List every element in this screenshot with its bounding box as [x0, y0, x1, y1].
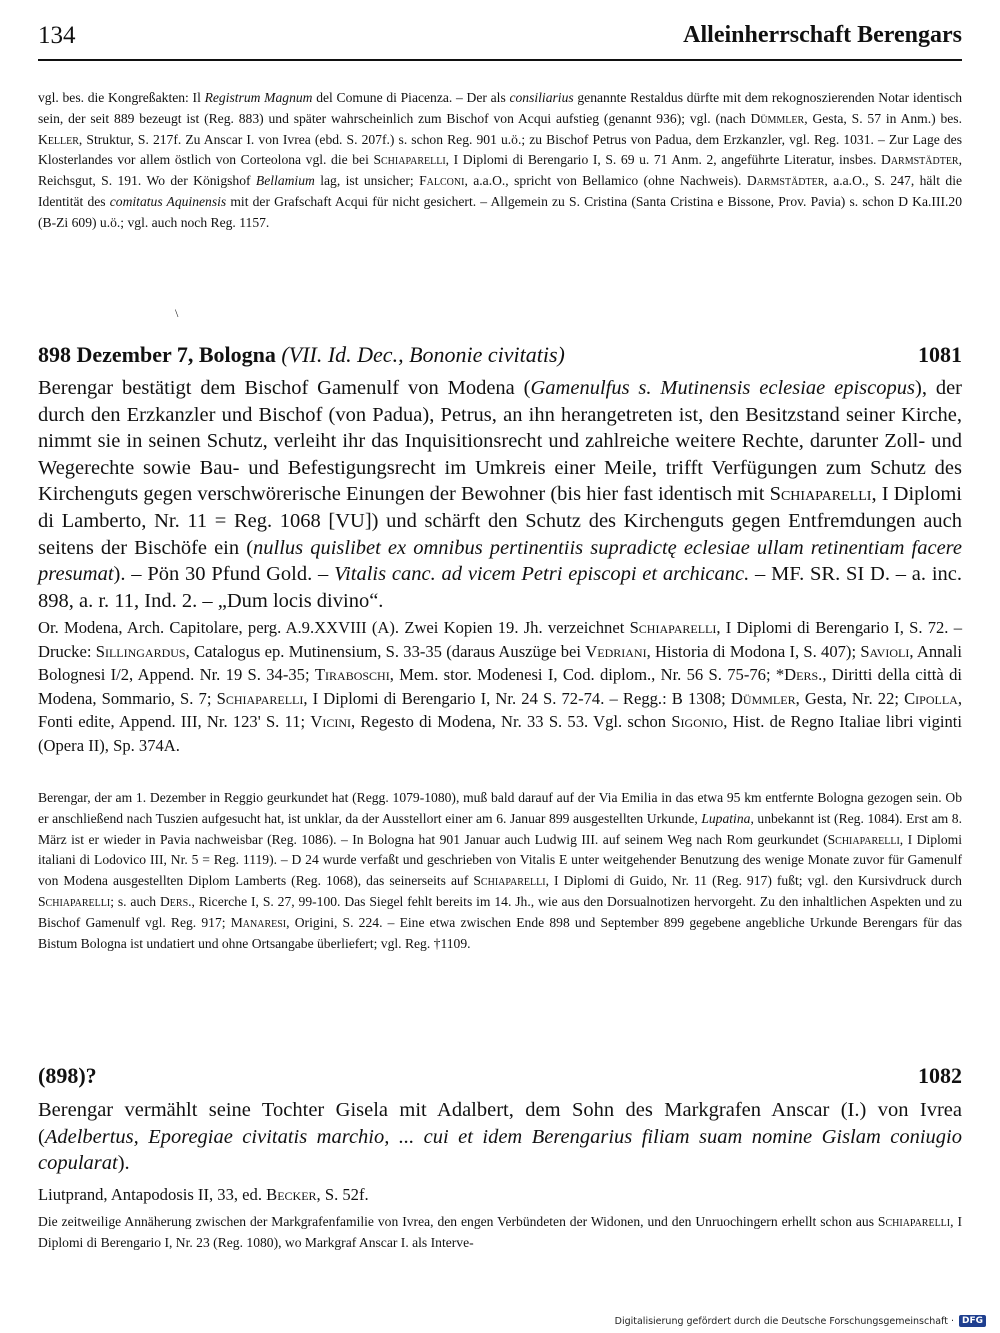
tick-mark: \ [175, 306, 179, 320]
regest-1082-sources [38, 1183, 962, 1207]
running-title: Alleinherrschaft Berengars [683, 22, 962, 48]
regest-1081-text [38, 375, 962, 614]
dfg-logo: DFG [959, 1315, 986, 1327]
regest-1081-date: 898 Dezember 7, Bologna (VII. Id. Dec., Bononie civitatis) [38, 342, 565, 367]
regest-1082-heading [38, 1063, 962, 1093]
digitization-footer [615, 1315, 986, 1327]
header-rule [38, 59, 962, 61]
running-header [38, 22, 962, 62]
regest-1082-date: (898)? [38, 1063, 97, 1088]
regest-1082-commentary [38, 1212, 962, 1254]
regest-1081-summary: Berengar bestätigt dem Bischof Gamenulf von Modena (Gamenulfus s. Mutinensis eclesiae episcopus), der durch den Erzkanzler und Bischof (von Padua), Petrus, an ihn herangetreten ist, den Besitzstand seiner Kirche, nimmt sie in seinen Schutz, verleiht ihr das Inquisitionsrecht und zahlreiche weitere Rechte, darunter Zoll- und Wegerechte sowie Bau- und Befestigungsrecht im Umkreis einer Meile, trifft Verfügungen zum Schutz des Kirchenguts gegen verschwörerische Einungen der Bewohner (bis hier fast identisch mit Schiaparelli, I Diplomi di Lamberto, Nr. 11 = Reg. 1068 [VU]) und schärft den Schutz des Kirchenguts gegen Entfremdungen auch seitens der Bischöfe ein (nullus quislibet ex omnibus pertinentiis supradictę eclesiae ullam retinentiam facere presumat). – Pön 30 Pfund Gold. – Vitalis canc. ad vicem Petri episcopi et archicanc. – MF. SR. SI D. – a. inc. 898, a. r. 11, Ind. 2. – „Dum locis divino“. [38, 377, 962, 612]
footer-text: Digitalisierung gefördert durch die Deutsche Forschungsgemeinschaft · [614, 1315, 954, 1327]
top-note [38, 88, 962, 234]
regest-1081-sources-text: Or. Modena, Arch. Capitolare, perg. A.9.XXVIII (A). Zwei Kopien 19. Jh. verzeichnet Schiaparelli, I Diplomi di Berengario I, S. 72. – Drucke: Sillingardus, Catalogus ep. Mutinensium, S. 33-35 (daraus Auszüge bei Vedriani, Historia di Modona I, S. 407); Savioli, Annali Bolognesi I/2, Append. Nr. 19 S. 34-35; Tiraboschi, Mem. stor. Modenesi I, Cod. diplom., Nr. 56 S. 75-76; *Ders., Diritti della città di Modena, Sommario, S. 7; Schiaparelli, I Diplomi di Berengario I, Nr. 24 S. 72-74. – Regg.: B 1308; Dümmler, Gesta, Nr. 22; Cipolla, Fonti edite, Append. III, Nr. 123' S. 11; Vicini, Regesto di Modena, Nr. 33 S. 53. Vgl. schon Sigonio, Hist. de Regno Italiae libri viginti (Opera II), Sp. 374A. [38, 618, 963, 755]
regest-1081-number: 1081 [918, 342, 962, 367]
top-note-text: vgl. bes. die Kongreßakten: Il Registrum Magnum del Comune di Piacenza. – Der als consiliarius genannte Restaldus dürfte mit dem rekognoszierenden Notar identisch sein, der seit 889 bezeugt ist (Reg. 883) und später wahrscheinlich zum Bischof von Acqui aufstieg (genannt 936); vgl. (nach Dümmler, Gesta, S. 57 in Anm.) bes. Keller, Struktur, S. 217f. Zu Anscar I. von Ivrea (ebd. S. 207f.) s. schon Reg. 901 u.ö.; zu Bischof Petrus von Padua, dem Erzkanzler, vgl. Reg. 1031. – Zur Lage des Klosterlandes vor allem östlich von Corteolona vgl. die bei Schiaparelli, I Diplomi di Berengario I, S. 69 u. 71 Anm. 2, angeführte Literatur, insbes. Darmstädter, Reichsgut, S. 191. Wo der Königshof Bellamium lag, ist unsicher; Falconi, a.a.O., spricht von Bellamico (ohne Nachweis). Darmstädter, a.a.O., S. 247, hält die Identität des comitatus Aquinensis mit der Grafschaft Acqui für nicht gesichert. – Allgemein zu S. Cristina (Santa Cristina e Bissone, Prov. Pavia) s. schon D Ka.III.20 (B-Zi 609) u.ö.; vgl. auch noch Reg. 1157. [38, 90, 963, 230]
regest-1082-number: 1082 [918, 1063, 962, 1088]
page-number: 134 [38, 22, 76, 49]
regest-1082-commentary-text: Die zeitweilige Annäherung zwischen der Markgrafenfamilie von Ivrea, den engen Verbündeten der Widonen, und den Unruochingern erhellt schon aus Schiaparelli, I Diplomi di Berengario I, Nr. 23 (Reg. 1080), wo Markgraf Anscar I. als Interve- [38, 1214, 962, 1250]
regest-1081-commentary [38, 788, 962, 954]
regest-1082-summary: Berengar vermählt seine Tochter Gisela mit Adalbert, dem Sohn des Markgrafen Anscar (I.) von Ivrea (Adelbertus, Eporegiae civitatis marchio, ... cui et idem Berengarius filiam suam nomine Gislam coniugio copularat). [38, 1099, 962, 1175]
regest-1081-heading [38, 342, 962, 372]
regest-1081-sources [38, 616, 962, 758]
regest-1082-sources-text: Liutprand, Antapodosis II, 33, ed. Becker, S. 52f. [38, 1185, 369, 1204]
regest-1082-text [38, 1097, 962, 1177]
regest-1081-commentary-text: Berengar, der am 1. Dezember in Reggio geurkundet hat (Regg. 1079-1080), muß bald darauf auf der Via Emilia in das etwa 95 km entfernte Bologna gezogen sein. Ob er anschließend nach Tuszien aufgesucht hat, ist unklar, da der Ausstellort einer am 6. Januar 899 ausgestellten Urkunde, Lupatina, unbekannt ist (Reg. 1084). Erst am 8. März ist er wieder in Pavia nachweisbar (Reg. 1086). – In Bologna hat 901 Januar auch Ludwig III. auf seinem Weg nach Rom geurkundet (Schiaparelli, I Diplomi italiani di Lodovico III, Nr. 5 = Reg. 1119). – D 24 wurde verfaßt und geschrieben von Vitalis E unter weitgehender Benutzung des wenige Monate zuvor für Gamenulf von Modena ausgestellten Diplom Lamberts (Reg. 1068), das seinerseits auf Schiaparelli, I Diplomi di Guido, Nr. 11 (Reg. 917) fußt; vgl. den Kursivdruck durch Schiaparelli; s. auch Ders., Ricerche I, S. 27, 99-100. Das Siegel fehlt bereits im 14. Jh., wie aus den Dorsualnotizen hervorgeht. Zu den inhaltlichen Aspekten und zu Bischof Gamenulf vgl. Reg. 917; Manaresi, Origini, S. 224. – Eine etwa zwischen Ende 898 und September 899 gegebene angebliche Urkunde Berengars für das Bistum Bologna ist undatiert und ohne Ortsangabe überliefert; vgl. Reg. †1109. [38, 790, 962, 951]
